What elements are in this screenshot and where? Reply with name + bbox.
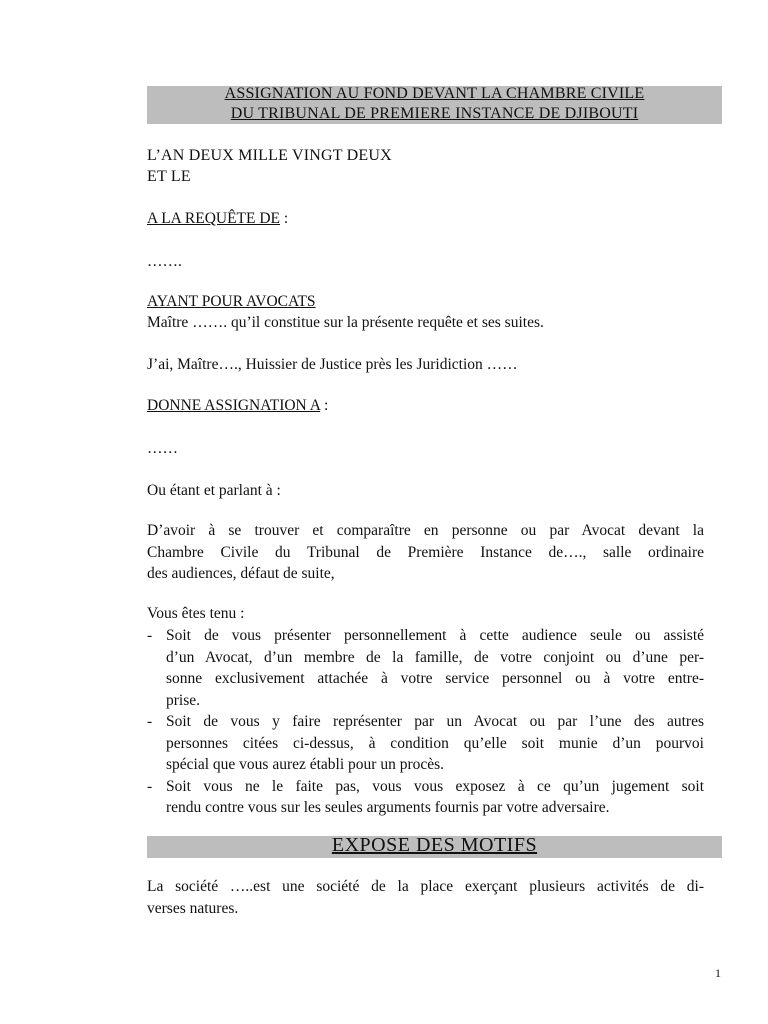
obligations-list <box>147 625 704 819</box>
bullet-1-line-2: d’un Avocat, d’un membre de la famille, de votre conjoint ou d’une per- <box>166 648 704 666</box>
requete-label: A LA REQUÊTE DE <box>147 210 281 227</box>
requete-colon: : <box>280 210 289 227</box>
bullet-dash: - <box>147 777 153 795</box>
section-title-motifs: EXPOSE DES MOTIFS <box>331 834 538 856</box>
bullet-3-line-1: Soit vous ne le faite pas, vous vous exposez à ce qu’un jugement soit <box>166 777 704 795</box>
requete-placeholder: ……. <box>147 253 182 270</box>
list-item <box>147 625 704 711</box>
bullet-2-line-3: spécial que vous aurez établi pour un procès. <box>166 756 445 773</box>
bullet-2-line-2: personnes citées ci-dessus, à condition qu’elle soit munie d’un pourvoi <box>166 734 704 752</box>
bullet-dash: - <box>147 627 153 644</box>
document-title-line-1: ASSIGNATION AU FOND DEVANT LA CHAMBRE CIVILE <box>224 85 645 102</box>
bullet-1-line-4: prise. <box>166 691 201 709</box>
document-title-line-2: DU TRIBUNAL DE PREMIERE INSTANCE DE DJIBOUTI <box>230 105 639 122</box>
avocats-text: Maître ……. qu’il constitue sur la présente requête et ses suites. <box>147 314 544 331</box>
requete-heading <box>147 208 288 229</box>
comparaitre-line-3: des audiences, défaut de suite, <box>147 565 335 582</box>
et-le-line: ET LE <box>147 168 191 185</box>
motifs-paragraph <box>147 876 704 919</box>
huissier-text: J’ai, Maître…., Huissier de Justice près les Juridiction …… <box>147 356 518 373</box>
parlant-text: Ou étant et parlant à : <box>147 482 281 499</box>
motifs-line-1: La société …..est une société de la place exerçant plusieurs activités de di- <box>147 878 704 895</box>
comparaitre-line-1: D’avoir à se trouver et comparaître en personne ou par Avocat devant la <box>147 522 704 539</box>
bullet-dash: - <box>147 713 153 730</box>
assignation-heading <box>147 395 328 416</box>
assignation-colon: : <box>320 397 329 414</box>
bullet-1-line-3: sonne exclusivement attachée à votre service personnel ou à votre entre- <box>166 670 704 687</box>
motifs-line-2: verses natures. <box>147 899 239 917</box>
assignation-label: DONNE ASSIGNATION A <box>147 397 321 414</box>
comparaitre-line-2: Chambre Civile du Tribunal de Première Instance de…., salle ordinaire <box>147 543 704 561</box>
page-number: 1 <box>715 966 721 980</box>
list-item <box>147 711 704 776</box>
comparaitre-paragraph <box>147 520 704 585</box>
assignation-placeholder: …… <box>147 440 178 457</box>
bullet-2-line-1: Soit de vous y faire représenter par un Avocat ou par l’une des autres <box>166 713 704 730</box>
bullet-3-line-2: rendu contre vous sur les seules arguments fournis par votre adversaire. <box>166 799 610 816</box>
obligations-intro: Vous êtes tenu : <box>147 605 245 622</box>
bullet-1-line-1: Soit de vous présenter personnellement à cette audience seule ou assisté <box>166 627 704 644</box>
year-line: L’AN DEUX MILLE VINGT DEUX <box>147 147 392 164</box>
list-item <box>147 776 704 819</box>
avocats-heading: AYANT POUR AVOCATS <box>147 293 316 310</box>
